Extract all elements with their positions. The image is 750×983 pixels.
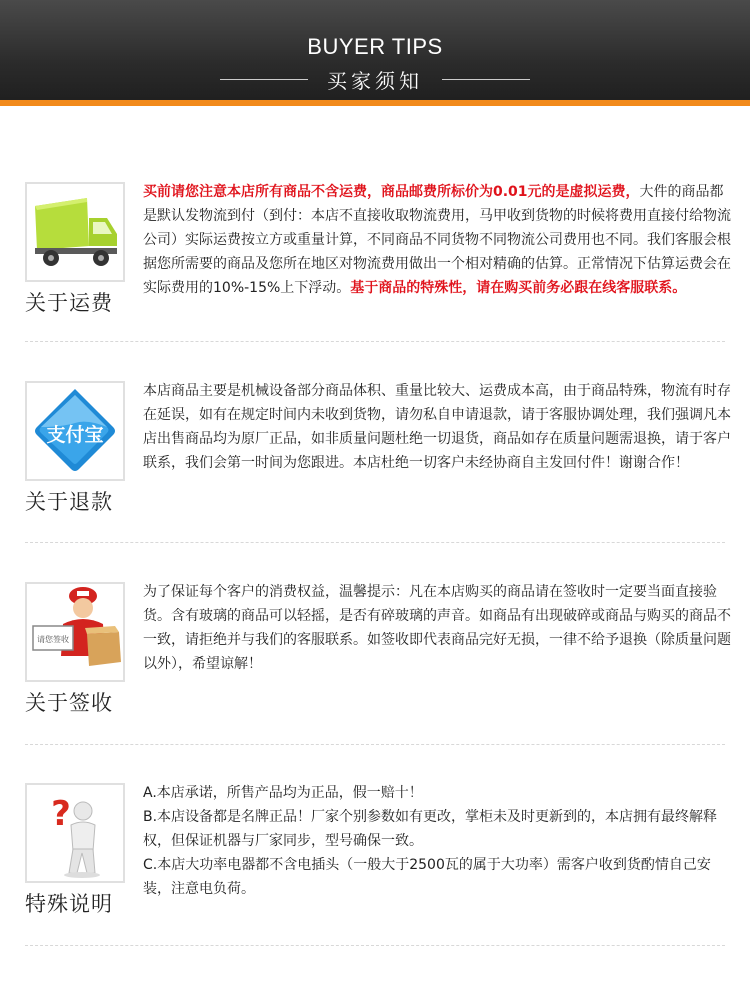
special-notes-text	[143, 781, 733, 901]
alipay-icon	[25, 381, 125, 481]
section-label-refund: 关于退款	[25, 490, 113, 514]
note-a: A.本店承诺，所售产品均为正品，假一赔十！	[143, 785, 423, 801]
section-divider	[25, 744, 725, 745]
header-banner	[0, 0, 750, 106]
section-shipping	[0, 182, 750, 382]
section-label-special-notes: 特殊说明	[25, 892, 113, 916]
section-delivery	[0, 582, 750, 782]
shipping-details: 大件的商品都是默认发物流到付（到付：本店不直接收取物流费用，马甲收到货物的时候将费用直接付给物流公司）实际运费按立方或重量计算，不同商品不同货物不同物流公司费用也不同。我们客服会根据您所需要的商品及您所在地区对物流费用做出一个相对精确的估算。正常情况下估算运费会在实际费用的10%-15%上下浮动。	[143, 184, 731, 296]
section-refund	[0, 381, 750, 581]
section-divider	[25, 341, 725, 342]
svg-text:?: ?	[51, 794, 71, 834]
header-orange-stripe	[0, 100, 750, 106]
header-subtitle: 买家须知	[327, 69, 423, 93]
delivery-text: 为了保证每个客户的消费权益，温馨提示：凡在本店购买的商品请在签收时一定要当面直接验货。含有玻璃的商品可以轻摇，是否有碎玻璃的声音。如商品有出现破碎或商品与购买的商品不一致，请拒绝并与我们的客服联系。如签收即代表商品完好无损，一律不给予退换（除质量问题以外），希望谅解！	[143, 584, 731, 672]
refund-text: 本店商品主要是机械设备部分商品体积、重量比较大、运费成本高，由于商品特殊，物流有时存在延误，如有在规定时间内未收到货物，请勿私自申请退款，请于客服协调处理，我们强调凡本店出售商品均为原厂正品，如非质量问题杜绝一切退货，商品如存在质量问题需退换，请于客户联系，我们会第一时间为您跟进。本店杜绝一切客户未经协商自主发回付件！谢谢合作！	[143, 383, 731, 471]
svg-text:支付宝: 支付宝	[46, 424, 104, 446]
note-c: C.本店大功率电器都不含电插头（一般大于2500瓦的属于大功率）需客户收到货酌情自己安装，注意电负荷。	[143, 857, 711, 897]
question-person-icon	[25, 783, 125, 883]
shipping-warning-intro: 买前请您注意本店所有商品不含运费，商品邮费所标价为0.01元的是虚拟运费，	[143, 184, 640, 200]
svg-text:请您签收: 请您签收	[37, 635, 69, 644]
note-b: B.本店设备都是名牌正品！厂家个别参数如有更改，掌柜未及时更新到的，本店拥有最终解释权，但保证机器与厂家同步，型号确保一致。	[143, 809, 718, 849]
section-divider	[25, 542, 725, 543]
header-title: BUYER TIPS	[307, 34, 443, 59]
header-divider-right	[442, 79, 530, 80]
section-label-delivery: 关于签收	[25, 691, 113, 715]
shipping-warning-outro: 基于商品的特殊性，请在购买前务必跟在线客服联系。	[350, 280, 687, 296]
section-special-notes	[0, 783, 750, 983]
courier-icon	[25, 582, 125, 682]
shipping-text	[143, 180, 733, 300]
section-divider	[25, 945, 725, 946]
section-label-shipping: 关于运费	[25, 291, 113, 315]
truck-icon	[25, 182, 125, 282]
